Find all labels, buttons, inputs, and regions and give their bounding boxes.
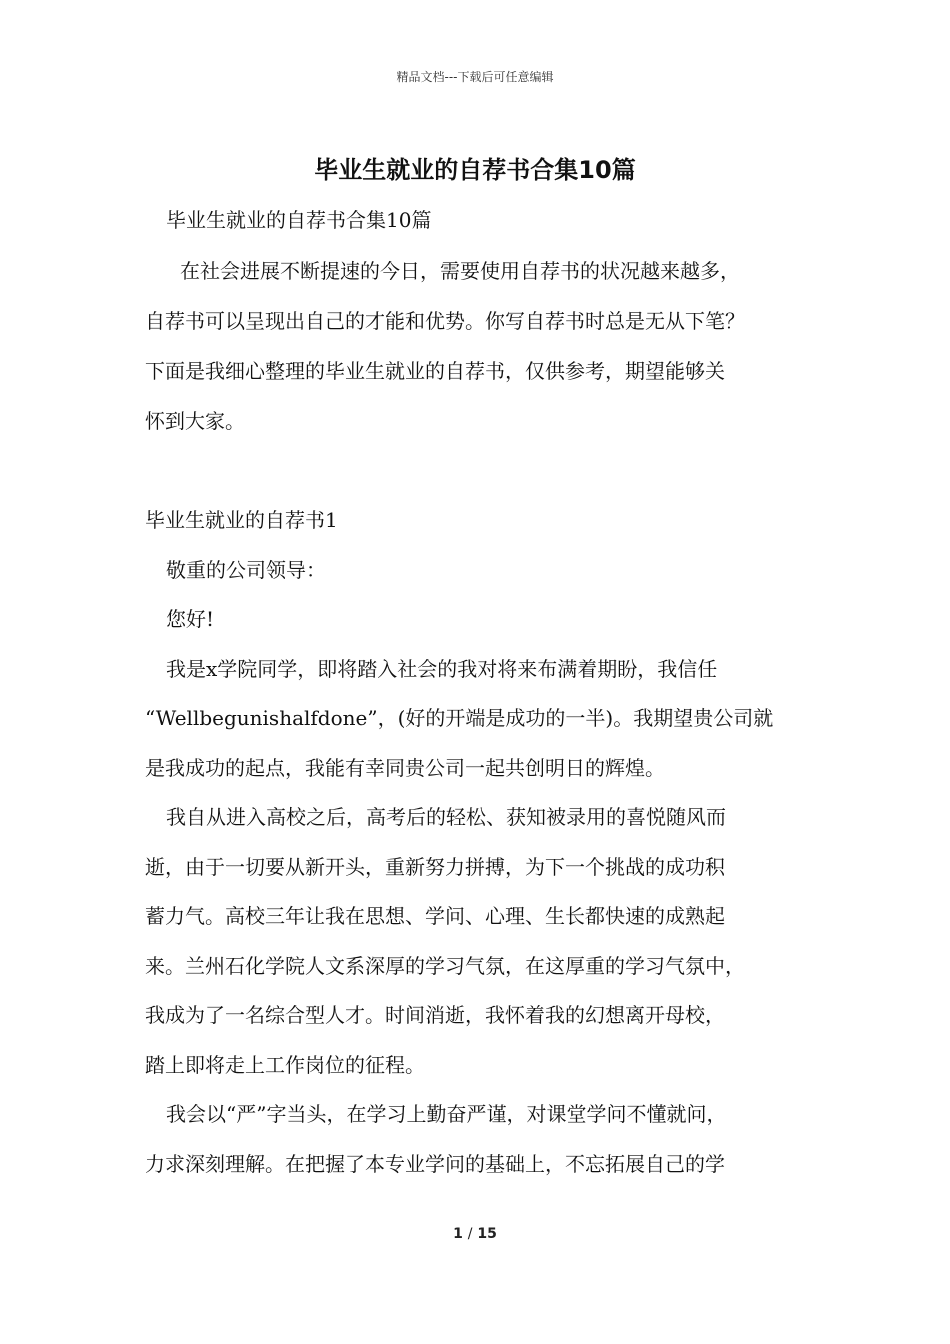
body-line: 我自从进入高校之后，高考后的轻松、获知被录用的喜悦随风而 [166, 805, 726, 829]
page-number: 1 [453, 1226, 463, 1242]
body-line: 我会以“严”字当头，在学习上勤奋严谨，对课堂学问不懂就问， [166, 1102, 727, 1126]
body-line: 蓄力气。高校三年让我在思想、学问、心理、生长都快速的成熟起 [145, 904, 725, 928]
page-number-footer [0, 1226, 950, 1242]
section-heading: 毕业生就业的自荐书1 [145, 508, 338, 532]
body-line: 我是x学院同学，即将踏入社会的我对将来布满着期盼，我信任 [166, 657, 718, 681]
body-line: 下面是我细心整理的毕业生就业的自荐书，仅供参考，期望能够关 [145, 359, 725, 383]
greeting-line: 您好! [166, 607, 215, 631]
body-line: 我成为了一名综合型人才。时间消逝，我怀着我的幻想离开母校， [145, 1003, 725, 1027]
body-line: 在社会进展不断提速的今日，需要使用自荐书的状况越来越多， [180, 259, 740, 283]
body-line: 怀到大家。 [145, 409, 245, 433]
body-line: “Wellbegunishalfdone”，(好的开端是成功的一半)。我期望贵公司就 [145, 706, 774, 730]
body-line: 来。兰州石化学院人文系深厚的学习气氛，在这厚重的学习气氛中， [145, 954, 745, 978]
document-title: 毕业生就业的自荐书合集10篇 [314, 156, 636, 184]
page-separator: / [467, 1226, 473, 1242]
body-line: 踏上即将走上工作岗位的征程。 [145, 1053, 425, 1077]
body-line: 力求深刻理解。在把握了本专业学问的基础上，不忘拓展自己的学 [145, 1152, 725, 1176]
body-line: 逝，由于一切要从新开头，重新努力拼搏，为下一个挑战的成功积 [145, 855, 725, 879]
body-line: 是我成功的起点，我能有幸同贵公司一起共创明日的辉煌。 [145, 756, 665, 780]
page-header: 精品文档---下载后可任意编辑 [396, 70, 554, 84]
body-line: 自荐书可以呈现出自己的才能和优势。你写自荐书时总是无从下笔？ [145, 309, 745, 333]
salutation-line: 敬重的公司领导： [166, 558, 326, 582]
body-line: 毕业生就业的自荐书合集10篇 [166, 208, 432, 232]
page-total: 15 [477, 1226, 497, 1242]
